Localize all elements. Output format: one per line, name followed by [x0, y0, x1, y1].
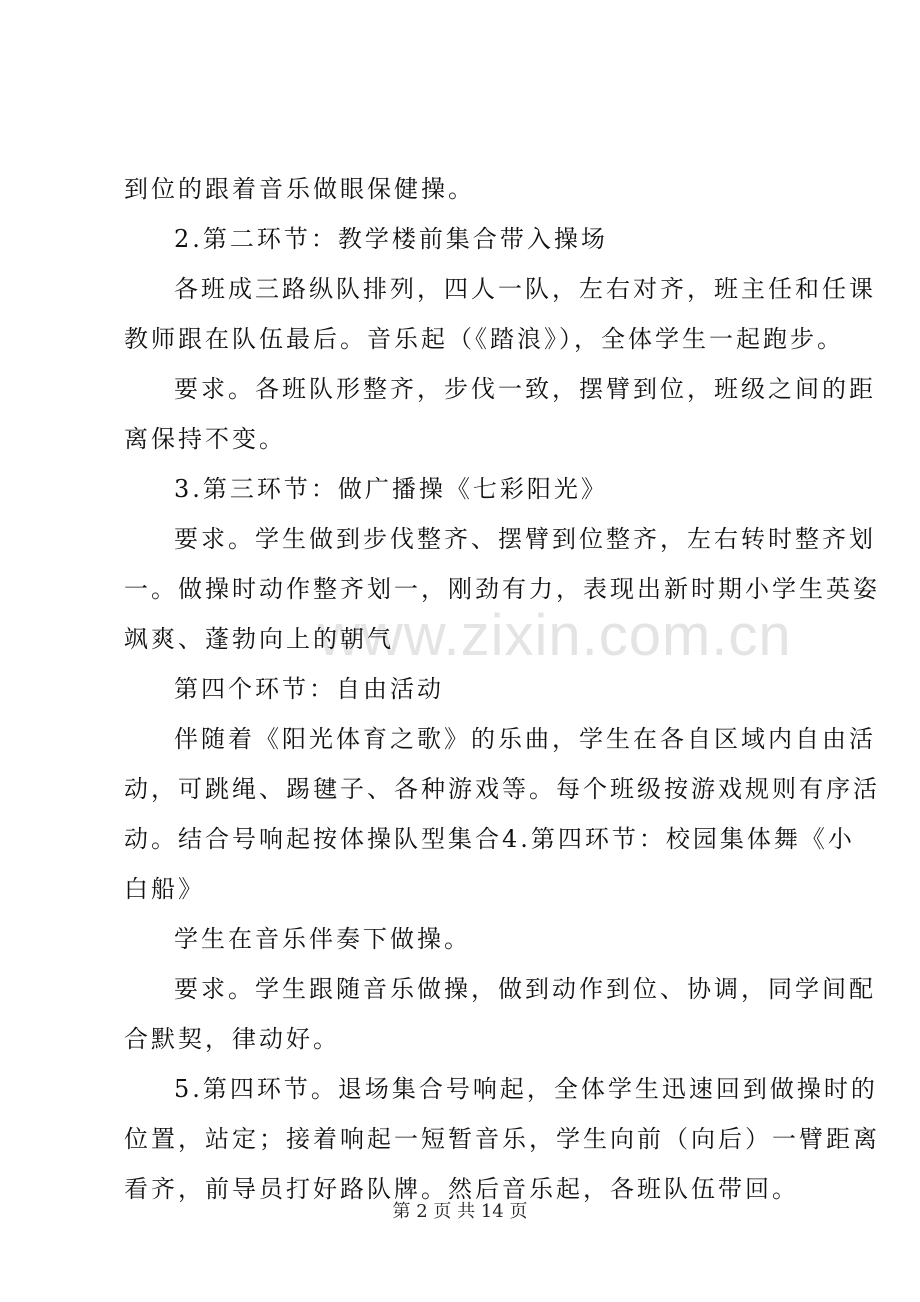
body-line: 到位的跟着音乐做眼保健操。	[124, 175, 475, 203]
body-line: 要求。各班队形整齐，步伐一致，摆臂到位，班级之间的距	[174, 375, 876, 403]
body-line: 动。结合号响起按体操队型集合4.第四环节：校园集体舞《小	[124, 825, 855, 853]
body-line: 要求。学生跟随音乐做操，做到动作到位、协调，同学间配	[174, 975, 876, 1003]
section-heading: 2.第二环节：教学楼前集合带入操场	[174, 225, 608, 253]
body-line: 离保持不变。	[124, 425, 286, 453]
body-line: 看齐，前导员打好路队牌。然后音乐起，各班队伍带回。	[124, 1175, 799, 1203]
body-line: 教师跟在队伍最后。音乐起（《踏浪》），全体学生一起跑步。	[124, 325, 844, 353]
watermark: www.zixin.com.cn	[318, 603, 792, 668]
section-heading: 3.第三环节：做广播操《七彩阳光》	[174, 475, 608, 503]
body-line: 位置，站定；接着响起一短暂音乐，学生向前（向后）一臂距离	[124, 1125, 880, 1153]
body-line: 学生在音乐伴奏下做操。	[174, 925, 471, 953]
body-line: 动，可跳绳、踢毽子、各种游戏等。每个班级按游戏规则有序活	[124, 775, 880, 803]
section-heading: 第四个环节：自由活动	[174, 675, 444, 703]
body-line: 合默契，律动好。	[124, 1025, 340, 1053]
body-line: 各班成三路纵队排列，四人一队，左右对齐，班主任和任课	[174, 275, 876, 303]
page-number-footer: 第 2 页 共 14 页	[392, 1201, 528, 1222]
body-line: 白船》	[124, 875, 205, 903]
body-line: 一。做操时动作整齐划一，刚劲有力，表现出新时期小学生英姿	[124, 575, 880, 603]
section-heading: 5.第四环节。退场集合号响起，全体学生迅速回到做操时的	[174, 1075, 878, 1103]
body-line: 飒爽、蓬勃向上的朝气	[124, 625, 394, 653]
body-line: 要求。学生做到步伐整齐、摆臂到位整齐，左右转时整齐划	[174, 525, 876, 553]
body-line: 伴随着《阳光体育之歌》的乐曲，学生在各自区域内自由活	[174, 725, 876, 753]
